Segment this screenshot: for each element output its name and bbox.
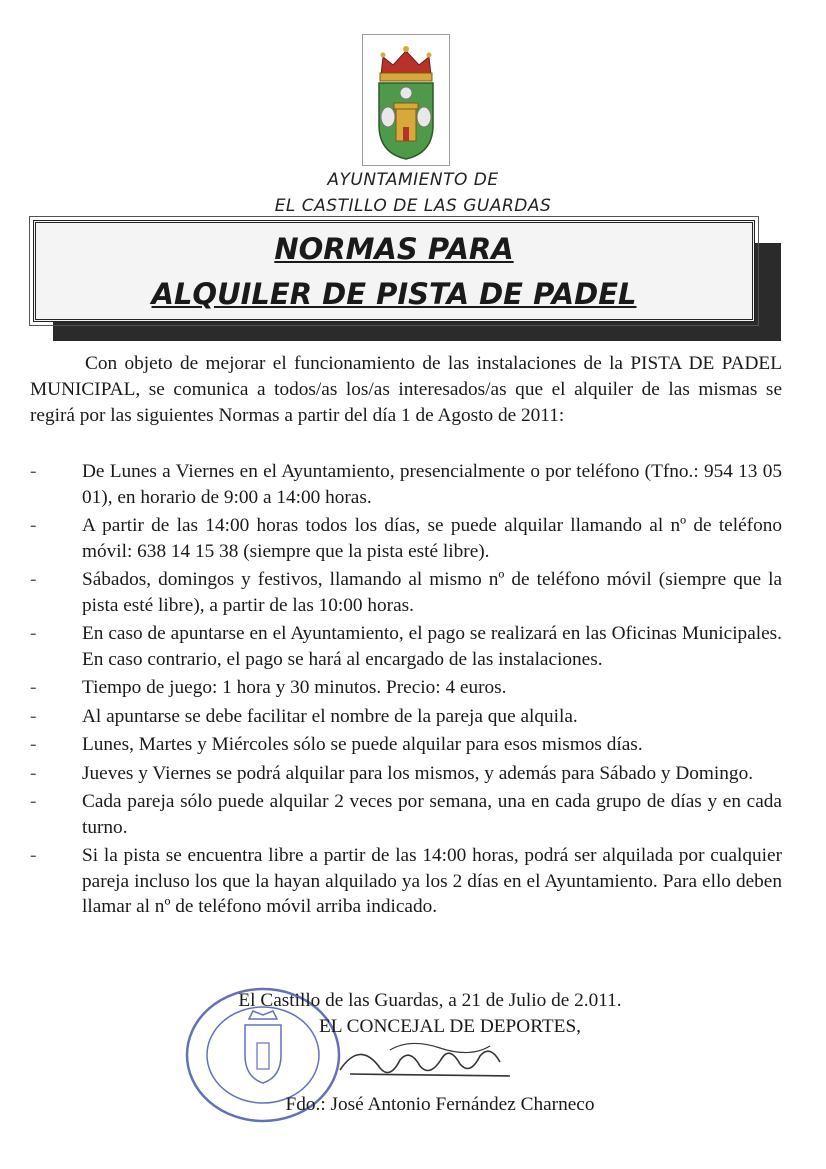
- list-marker: -: [30, 569, 37, 590]
- rule-text: De Lunes a Viernes en el Ayuntamiento, presencialmente o por teléfono (Tfno.: 954 13 05 01), en horario de 9:00 a 14:00 horas.: [82, 461, 782, 508]
- rule-text: Sábados, domingos y festivos, llamando al mismo nº de teléfono móvil (siempre que la pista esté libre), a partir de las 10:00 horas.: [82, 569, 782, 616]
- list-item: [30, 732, 782, 758]
- list-marker: -: [30, 515, 37, 536]
- signatory-role: EL CONCEJAL DE DEPORTES,: [319, 1016, 581, 1037]
- list-marker: -: [30, 461, 37, 482]
- coat-of-arms-icon: [363, 35, 449, 165]
- rule-text: Al apuntarse se debe facilitar el nombre de la pareja que alquila.: [82, 705, 578, 727]
- list-marker: -: [30, 734, 37, 755]
- list-marker: -: [30, 791, 37, 812]
- list-item: [30, 843, 782, 920]
- coat-of-arms: [362, 34, 450, 166]
- rule-text: En caso de apuntarse en el Ayuntamiento, el pago se realizará en las Oficinas Municipales. En caso contrario, el pago se hará al encargado de las instalaciones.: [82, 623, 782, 670]
- municipality-line-1: AYUNTAMIENTO DE: [327, 170, 499, 190]
- list-item: [30, 567, 782, 618]
- list-item: [30, 459, 782, 510]
- list-marker: -: [30, 677, 37, 698]
- rule-text: Lunes, Martes y Miércoles sólo se puede alquilar para esos mismos días.: [82, 734, 643, 755]
- list-item: [30, 621, 782, 672]
- rules-list: [30, 459, 782, 923]
- intro-paragraph: Con objeto de mejorar el funcionamiento de las instalaciones de la PISTA DE PADEL MUNICIPAL, se comunica a todos/as los/as interesados/as que el alquiler de las mismas se regirá por las siguientes Normas a partir del día 1 de Agosto de 2011:: [30, 353, 782, 426]
- list-item: [30, 761, 782, 787]
- rule-text: Cada pareja sólo puede alquilar 2 veces por semana, una en cada grupo de días y en cada turno.: [82, 791, 782, 838]
- list-item: [30, 789, 782, 840]
- list-item: [30, 704, 782, 730]
- list-marker: -: [30, 623, 37, 644]
- rule-text: Jueves y Viernes se podrá alquilar para los mismos, y además para Sábado y Domingo.: [82, 762, 754, 784]
- rule-text: A partir de las 14:00 horas todos los días, se puede alquilar llamando al nº de teléfono móvil: 638 14 15 38 (siempre que la pista esté libre).: [82, 515, 782, 562]
- signed-by: Fdo.: José Antonio Fernández Charneco: [285, 1094, 595, 1115]
- rule-text: Si la pista se encuentra libre a partir de las 14:00 horas, podrá ser alquilada por cualquier pareja incluso los que la hayan alquilado ya los 2 días en el Ayuntamiento. Para ello deben llamar al nº de teléfono móvil arriba indicado.: [82, 845, 782, 917]
- municipality-line-2: EL CASTILLO DE LAS GUARDAS: [274, 196, 552, 216]
- list-item: [30, 675, 782, 701]
- place-date: El Castillo de las Guardas, a 21 de Julio de 2.011.: [238, 990, 622, 1011]
- list-marker: -: [30, 762, 37, 784]
- page-title-line-1: NORMAS PARA: [274, 232, 514, 266]
- list-marker: -: [30, 705, 37, 727]
- page-title-line-2: ALQUILER DE PISTA DE PADEL: [151, 277, 637, 311]
- list-item: [30, 513, 782, 564]
- list-marker: -: [30, 845, 37, 866]
- rule-text: Tiempo de juego: 1 hora y 30 minutos. Precio: 4 euros.: [82, 677, 507, 698]
